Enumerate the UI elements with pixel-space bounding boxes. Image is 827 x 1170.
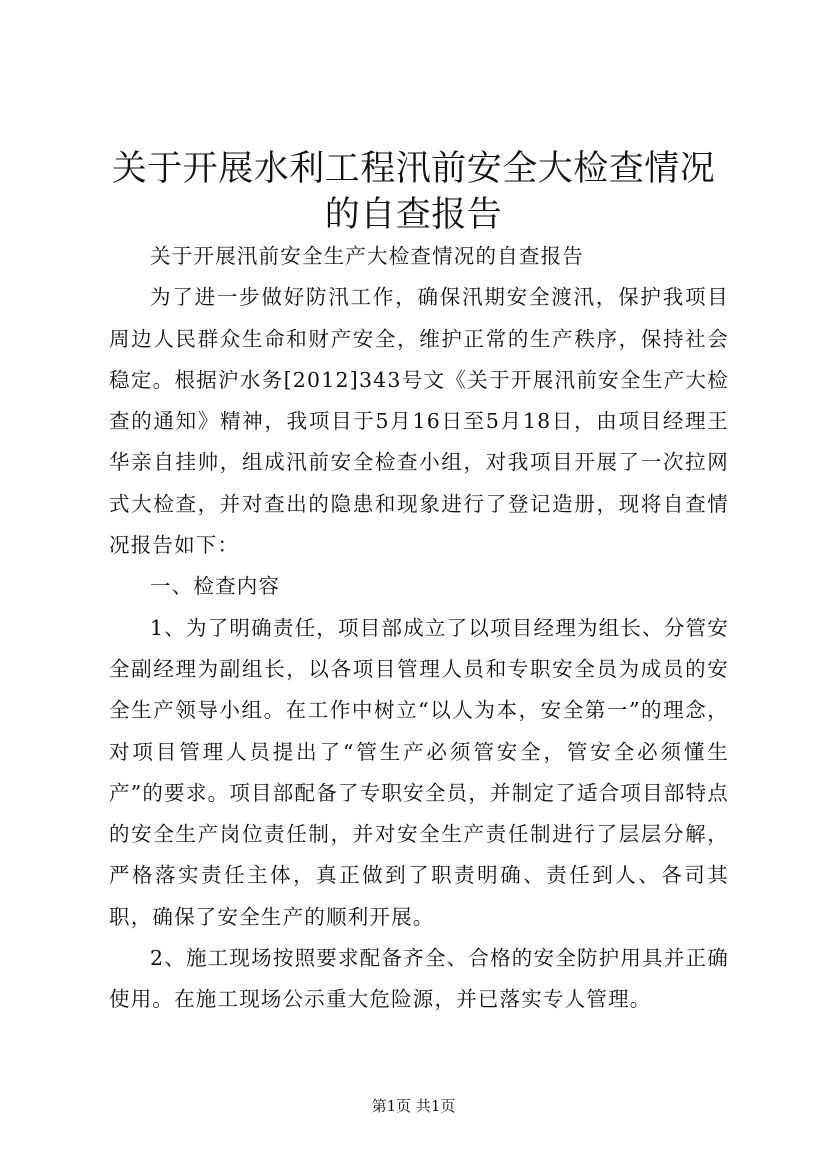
page-footer: 第1页 共1页 xyxy=(371,1097,456,1115)
item-2-paragraph: 2、施工现场按照要求配备齐全、合格的安全防护用具并正确使用。在施工现场公示重大危险源，并已落实专人管理。 xyxy=(109,946,729,1012)
document-title: 关于开展水利工程汛前安全大检查情况的自查报告 xyxy=(111,149,716,235)
section-heading: 一、检查内容 xyxy=(150,574,281,599)
item-1-paragraph: 1、为了明确责任，项目部成立了以项目经理为组长、分管安全副经理为副组长，以各项目管理人员和专职安全员为成员的安全生产领导小组。在工作中树立“以人为本，安全第一”的理念，对项目管理人员提出了“管生产必须管安全，管安全必须懂生产”的要求。项目部配备了专职安全员，并制定了适合项目部特点的安全生产岗位责任制，并对安全生产责任制进行了层层分解，严格落实责任主体，真正做到了职责明确、责任到人、各司其职，确保了安全生产的顺利开展。 xyxy=(109,615,729,929)
document-body xyxy=(109,236,729,1021)
subtitle-paragraph: 关于开展汛前安全生产大检查情况的自查报告 xyxy=(150,244,584,268)
intro-paragraph: 为了进一步做好防汛工作，确保汛期安全渡汛，保护我项目周边人民群众生命和财产安全，维护正常的生产秩序，保持社会稳定。根据沪水务[2012]343号文《关于开展汛前安全生产大检查的通知》精神，我项目于5月16日至5月18日，由项目经理王华亲自挂帅，组成汛前安全检查小组，对我项目开展了一次拉网式大检查，并对查出的隐患和现象进行了登记造册，现将自查情况报告如下： xyxy=(109,285,729,558)
